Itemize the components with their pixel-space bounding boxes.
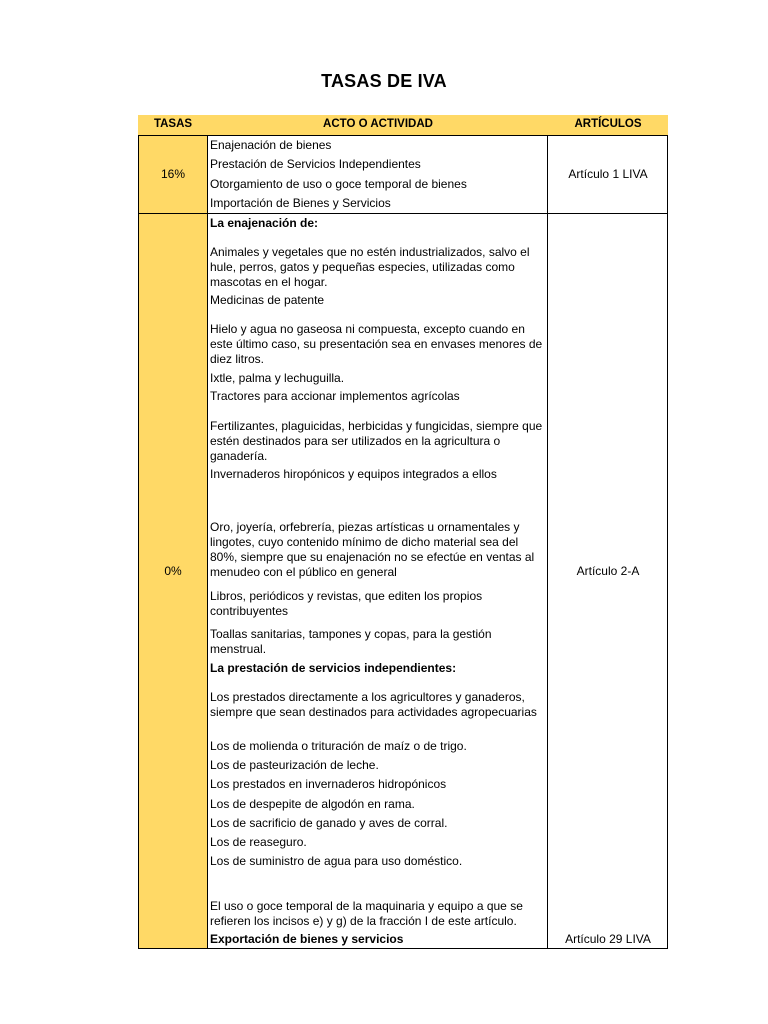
grid-line bbox=[138, 135, 139, 949]
list-item: Los de suministro de agua para uso doméstico. bbox=[210, 854, 463, 868]
header-tasas: TASAS bbox=[153, 118, 193, 130]
article-16: Artículo 1 LIVA bbox=[568, 167, 648, 181]
exportacion-text: Exportación de bienes y servicios bbox=[210, 932, 404, 946]
enajenacion-heading: La enajenación de: bbox=[210, 216, 319, 230]
uso-goce-text: El uso o goce temporal de la maquinaria y equipo a que se refieren los incisos e) y g) de la fracción I de este artículo. bbox=[210, 899, 523, 928]
list-item: Oro, joyería, orfebrería, piezas artísticas u ornamentales y lingotes, cuyo contenido mínimo de dicho material sea del 80%, siempre que su enajenación no se efectúe en ventas al menudeo con el público en general bbox=[210, 520, 535, 579]
grid-line bbox=[138, 135, 668, 136]
rate-0: 0% bbox=[164, 564, 182, 578]
iva-rates-table bbox=[138, 115, 668, 949]
list-item: Los de reaseguro. bbox=[210, 835, 307, 849]
servicios-heading: La prestación de servicios independientes: bbox=[210, 661, 457, 675]
list-item: Prestación de Servicios Independientes bbox=[210, 157, 421, 171]
list-item: Invernaderos hiropónicos y equipos integrados a ellos bbox=[210, 467, 497, 481]
page-title: TASAS DE IVA bbox=[321, 71, 447, 91]
list-item: Los de sacrificio de ganado y aves de corral. bbox=[210, 816, 448, 830]
list-item: Los de molienda o trituración de maíz o de trigo. bbox=[210, 739, 467, 753]
list-item: Otorgamiento de uso o goce temporal de bienes bbox=[210, 177, 467, 191]
tasas-column-fill bbox=[139, 135, 207, 948]
grid-line bbox=[547, 135, 548, 949]
grid-line bbox=[207, 135, 208, 949]
list-item: Tractores para accionar implementos agrícolas bbox=[210, 389, 460, 403]
list-item: Toallas sanitarias, tampones y copas, para la gestión menstrual. bbox=[210, 627, 492, 656]
list-item: Los de despepite de algodón en rama. bbox=[210, 797, 415, 811]
list-item: Ixtle, palma y lechuguilla. bbox=[210, 371, 345, 385]
list-item: Enajenación de bienes bbox=[210, 138, 332, 152]
grid-line bbox=[138, 213, 668, 214]
rate-16: 16% bbox=[160, 167, 186, 181]
list-item: Los prestados en invernaderos hidropónicos bbox=[210, 777, 447, 791]
list-item: Animales y vegetales que no estén industrializados, salvo el hule, perros, gatos y pequeñas especies, utilizadas como mascotas en el hogar. bbox=[210, 245, 530, 289]
grid-line bbox=[138, 948, 668, 949]
list-item: Los de pasteurización de leche. bbox=[210, 758, 379, 772]
list-item: Libros, periódicos y revistas, que editen los propios contribuyentes bbox=[210, 589, 483, 618]
list-item: Importación de Bienes y Servicios bbox=[210, 196, 391, 210]
article-2a: Artículo 2-A bbox=[576, 564, 640, 578]
list-item: Los prestados directamente a los agricultores y ganaderos, siempre que sean destinados para actividades agropecuarias bbox=[210, 690, 537, 719]
list-item: Medicinas de patente bbox=[210, 293, 325, 307]
grid-line bbox=[667, 135, 668, 949]
list-item: Fertilizantes, plaguicidas, herbicidas y fungicidas, siempre que estén destinados para ser utilizados en la agricultura o ganadería. bbox=[210, 419, 543, 463]
list-item: Hielo y agua no gaseosa ni compuesta, excepto cuando en este último caso, su presentación sea en envases menores de diez litros. bbox=[210, 322, 543, 366]
header-articulos: ARTÍCULOS bbox=[574, 118, 642, 130]
table-header-row bbox=[138, 115, 668, 135]
header-acto: ACTO O ACTIVIDAD bbox=[323, 118, 433, 130]
article-29: Artículo 29 LIVA bbox=[565, 932, 651, 946]
